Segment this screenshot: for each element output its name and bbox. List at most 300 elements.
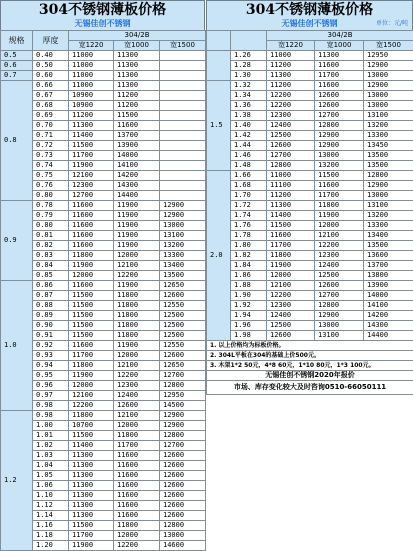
left-brand-label: 无锡佳创不锈钢	[1, 18, 204, 30]
table-row	[1, 81, 206, 91]
price-1500-cell: 13800	[364, 271, 413, 281]
price-1220-cell: 11400	[69, 131, 114, 141]
price-1500-cell: 13900	[364, 281, 413, 291]
unit-label: 单位：元/吨	[376, 18, 408, 30]
price-1000-cell: 14400	[114, 191, 160, 201]
price-1000-cell: 11300	[315, 51, 364, 61]
price-1000-cell: 11500	[315, 171, 364, 181]
price-1000-cell: 11600	[315, 81, 364, 91]
table-row	[207, 321, 413, 331]
price-1500-cell: 12600	[160, 291, 206, 301]
price-1000-cell: 11600	[114, 481, 160, 491]
thickness-cell: 1.05	[33, 471, 69, 481]
price-1000-cell: 12000	[114, 351, 160, 361]
price-1500-cell: 12700	[160, 441, 206, 451]
price-1500-cell: 13000	[160, 531, 206, 541]
thickness-cell: 1.70	[231, 191, 267, 201]
thickness-cell: 1.94	[231, 311, 267, 321]
price-1220-cell: 12400	[267, 121, 315, 131]
price-1000-cell: 11600	[315, 61, 364, 71]
price-1500-cell	[160, 111, 206, 121]
price-1220-cell: 11600	[69, 231, 114, 241]
price-1000-cell: 11300	[114, 81, 160, 91]
price-1500-cell: 12600	[160, 491, 206, 501]
price-1500-cell: 14100	[364, 301, 413, 311]
price-1220-cell: 11700	[267, 241, 315, 251]
thickness-cell: 0.73	[33, 151, 69, 161]
grade-header: 304/2B	[267, 31, 413, 41]
price-1500-cell: 13200	[160, 241, 206, 251]
price-1000-cell: 11600	[114, 471, 160, 481]
price-1220-cell: 12000	[69, 381, 114, 391]
price-1000-cell: 12400	[315, 261, 364, 271]
price-1220-cell: 11000	[267, 171, 315, 181]
thickness-cell: 1.82	[231, 251, 267, 261]
price-1220-cell: 12000	[69, 271, 114, 281]
price-1000-cell: 12100	[114, 411, 160, 421]
price-1220-cell: 11500	[69, 321, 114, 331]
thickness-cell: 1.06	[33, 481, 69, 491]
width-1220-header: 宽1220	[267, 41, 315, 51]
price-1000-cell: 12200	[114, 371, 160, 381]
thickness-cell: 1.30	[231, 71, 267, 81]
thickness-cell: 1.20	[33, 541, 69, 551]
price-1500-cell: 12900	[160, 201, 206, 211]
header-row	[207, 31, 413, 41]
price-1500-cell: 12900	[364, 61, 413, 71]
price-1500-cell: 13000	[364, 191, 413, 201]
note-row	[207, 341, 413, 351]
table-row	[207, 161, 413, 171]
price-1220-cell: 12700	[267, 151, 315, 161]
thickness-cell: 1.90	[231, 291, 267, 301]
price-1500-cell: 12800	[364, 171, 413, 181]
price-1500-cell: 13500	[364, 151, 413, 161]
price-1500-cell: 13000	[364, 71, 413, 81]
thickness-cell: 1.68	[231, 181, 267, 191]
price-1220-cell: 11300	[69, 481, 114, 491]
thickness-cell: 0.68	[33, 101, 69, 111]
price-1000-cell: 13000	[315, 151, 364, 161]
price-1000-cell: 12900	[315, 141, 364, 151]
price-1220-cell: 11800	[69, 411, 114, 421]
thickness-cell: 0.87	[33, 291, 69, 301]
thickness-cell: 0.84	[33, 261, 69, 271]
thickness-cell: 1.42	[231, 131, 267, 141]
price-1220-cell: 12200	[69, 401, 114, 411]
thickness-cell: 1.00	[33, 421, 69, 431]
left-title: 304不锈钢薄板价格	[0, 0, 205, 18]
thickness-cell: 0.85	[33, 271, 69, 281]
price-1000-cell: 12900	[315, 131, 364, 141]
price-1000-cell: 13000	[315, 321, 364, 331]
price-1220-cell: 12500	[267, 321, 315, 331]
price-1500-cell: 13500	[160, 271, 206, 281]
price-1000-cell: 12900	[315, 311, 364, 321]
price-1000-cell: 12600	[315, 101, 364, 111]
price-1000-cell: 11800	[114, 311, 160, 321]
thickness-cell: 0.83	[33, 251, 69, 261]
price-1220-cell: 11400	[267, 211, 315, 221]
thickness-cell: 0.93	[33, 351, 69, 361]
price-1500-cell: 12600	[160, 471, 206, 481]
price-1500-cell: 14000	[364, 291, 413, 301]
price-1000-cell: 11600	[114, 511, 160, 521]
thickness-cell: 0.90	[33, 321, 69, 331]
price-1500-cell	[160, 51, 206, 61]
thickness-cell: 0.92	[33, 341, 69, 351]
price-1500-cell: 13000	[160, 221, 206, 231]
table-row	[1, 61, 206, 71]
price-1500-cell: 13000	[364, 101, 413, 111]
price-1000-cell: 11600	[114, 501, 160, 511]
table-row	[207, 201, 413, 211]
price-1500-cell: 14400	[364, 331, 413, 341]
price-1220-cell: 11300	[267, 71, 315, 81]
price-1000-cell: 11900	[114, 231, 160, 241]
price-1220-cell: 11300	[69, 491, 114, 501]
table-row	[207, 191, 413, 201]
price-1000-cell: 12700	[315, 111, 364, 121]
thickness-cell: 0.88	[33, 301, 69, 311]
price-1220-cell: 11500	[69, 311, 114, 321]
price-1220-cell: 12600	[267, 331, 315, 341]
price-1220-cell: 11300	[69, 461, 114, 471]
table-row	[207, 221, 413, 231]
price-1500-cell: 12500	[160, 311, 206, 321]
thickness-cell: 0.79	[33, 211, 69, 221]
price-1220-cell: 11600	[69, 211, 114, 221]
thickness-cell: 0.71	[33, 131, 69, 141]
table-row	[1, 281, 206, 291]
price-1220-cell: 11900	[267, 261, 315, 271]
right-price-table	[206, 30, 413, 395]
thickness-cell: 1.10	[33, 491, 69, 501]
note-row	[207, 351, 413, 361]
thickness-cell: 1.34	[231, 91, 267, 101]
price-1220-cell: 11300	[69, 121, 114, 131]
price-1500-cell: 12950	[364, 51, 413, 61]
price-1500-cell: 13400	[364, 231, 413, 241]
price-1500-cell: 14600	[160, 541, 206, 551]
price-1000-cell: 13100	[315, 331, 364, 341]
price-1500-cell: 13100	[364, 201, 413, 211]
price-1000-cell: 11900	[315, 211, 364, 221]
thickness-cell: 1.84	[231, 261, 267, 271]
price-1220-cell: 11000	[267, 51, 315, 61]
price-1220-cell: 12100	[267, 281, 315, 291]
thickness-cell: 1.44	[231, 141, 267, 151]
thickness-cell: 1.04	[33, 461, 69, 471]
thickness-cell: 0.50	[33, 61, 69, 71]
price-1000-cell: 12600	[315, 281, 364, 291]
table-row	[1, 411, 206, 421]
price-1220-cell: 11700	[69, 351, 114, 361]
price-1220-cell: 11300	[69, 511, 114, 521]
price-1220-cell: 11600	[69, 221, 114, 231]
price-1220-cell: 11500	[69, 301, 114, 311]
thickness-cell: 0.86	[33, 281, 69, 291]
spec-cell: 0.6	[1, 61, 33, 71]
price-1220-cell: 11500	[69, 291, 114, 301]
price-1000-cell: 11600	[315, 181, 364, 191]
price-1220-cell: 11800	[267, 251, 315, 261]
price-1500-cell	[160, 91, 206, 101]
price-1500-cell: 13500	[364, 241, 413, 251]
thickness-cell: 0.60	[33, 71, 69, 81]
price-1220-cell: 11200	[69, 111, 114, 121]
price-1000-cell: 12200	[315, 241, 364, 251]
price-1220-cell: 12200	[267, 91, 315, 101]
table-row	[1, 51, 206, 61]
price-1220-cell: 12800	[267, 161, 315, 171]
ad-row	[207, 371, 413, 381]
thickness-cell: 1.98	[231, 331, 267, 341]
table-row	[207, 71, 413, 81]
price-1000-cell: 12000	[114, 531, 160, 541]
table-row	[207, 211, 413, 221]
price-1500-cell	[160, 81, 206, 91]
spec-cell: 0.7	[1, 71, 33, 81]
note-cell: 2. 304L平板在304的基础上价500元。	[207, 351, 413, 361]
price-1500-cell: 12600	[160, 481, 206, 491]
price-1500-cell: 14200	[364, 311, 413, 321]
price-1220-cell: 12300	[267, 111, 315, 121]
spec-cell: 0.5	[1, 51, 33, 61]
thickness-cell: 1.78	[231, 231, 267, 241]
price-1500-cell: 12700	[160, 371, 206, 381]
thickness-cell: 1.18	[33, 531, 69, 541]
price-1000-cell: 11900	[114, 281, 160, 291]
price-1500-cell	[160, 151, 206, 161]
thickness-cell: 1.02	[33, 441, 69, 451]
price-1000-cell: 12200	[114, 541, 160, 551]
note-cell: 3. 木架1*2 50元，4*8 60元，1*10 80元，1*3 100元。	[207, 361, 413, 371]
price-1500-cell	[160, 61, 206, 71]
thickness-cell: 0.98	[33, 401, 69, 411]
price-1000-cell: 11200	[114, 101, 160, 111]
price-1000-cell: 11600	[114, 451, 160, 461]
price-1220-cell: 11500	[69, 331, 114, 341]
thickness-cell: 0.78	[33, 201, 69, 211]
price-1220-cell: 11700	[69, 531, 114, 541]
right-brand-label: 无锡佳创不锈钢	[207, 18, 412, 30]
price-1500-cell: 12950	[160, 391, 206, 401]
price-1220-cell: 11200	[267, 81, 315, 91]
spec-cell: 0.9	[1, 201, 33, 281]
price-1220-cell: 11900	[69, 161, 114, 171]
thickness-cell: 1.12	[33, 501, 69, 511]
spec-header: 规格	[1, 31, 33, 51]
thickness-cell: 1.03	[33, 451, 69, 461]
price-1500-cell	[160, 141, 206, 151]
right-brand-bar	[206, 18, 413, 30]
price-1500-cell	[160, 171, 206, 181]
price-1500-cell: 12500	[160, 321, 206, 331]
price-1000-cell: 11800	[114, 301, 160, 311]
price-1500-cell: 13600	[364, 251, 413, 261]
price-1500-cell	[160, 121, 206, 131]
thickness-cell: 1.92	[231, 301, 267, 311]
price-1220-cell: 12000	[267, 271, 315, 281]
price-1220-cell: 12500	[267, 131, 315, 141]
left-price-panel	[0, 0, 205, 551]
price-1220-cell: 11600	[69, 281, 114, 291]
ad-contact: 市场、库存变化较大及时咨询0510-66050111	[207, 381, 413, 395]
right-price-panel	[206, 0, 413, 395]
price-1500-cell: 12650	[160, 281, 206, 291]
price-1220-cell: 11800	[69, 251, 114, 261]
table-row	[207, 291, 413, 301]
grade-header: 304/2B	[69, 31, 206, 41]
price-1500-cell	[160, 161, 206, 171]
table-row	[207, 241, 413, 251]
thickness-cell: 1.16	[33, 521, 69, 531]
price-1000-cell: 11700	[315, 71, 364, 81]
thickness-cell: 1.14	[33, 511, 69, 521]
thickness-cell: 1.40	[231, 121, 267, 131]
price-1500-cell: 12600	[160, 351, 206, 361]
price-1220-cell: 10900	[69, 91, 114, 101]
price-1000-cell: 11900	[114, 241, 160, 251]
left-brand-bar	[0, 18, 205, 30]
price-1220-cell: 11300	[69, 451, 114, 461]
price-1000-cell: 12800	[315, 301, 364, 311]
price-1500-cell: 12900	[160, 211, 206, 221]
price-1220-cell: 11500	[69, 431, 114, 441]
table-row	[207, 131, 413, 141]
price-1000-cell: 12100	[114, 361, 160, 371]
thickness-cell: 1.26	[231, 51, 267, 61]
price-1000-cell: 11800	[114, 291, 160, 301]
price-1220-cell: 11500	[69, 521, 114, 531]
price-1220-cell: 11600	[69, 241, 114, 251]
header-row	[1, 31, 206, 41]
price-1000-cell: 11800	[315, 201, 364, 211]
price-1220-cell: 11700	[69, 151, 114, 161]
price-1500-cell: 13200	[364, 121, 413, 131]
ad-title: 无锡佳创不锈钢2020年报价	[207, 371, 413, 381]
price-1220-cell: 10900	[69, 101, 114, 111]
table-row	[207, 141, 413, 151]
price-1000-cell: 11600	[114, 491, 160, 501]
table-row	[207, 231, 413, 241]
spec-cell: 0.8	[1, 81, 33, 201]
price-1220-cell: 11000	[69, 71, 114, 81]
price-1500-cell: 13200	[364, 211, 413, 221]
width-1000-header: 宽1000	[114, 41, 160, 51]
price-1220-cell: 11800	[69, 361, 114, 371]
price-1220-cell: 11100	[267, 181, 315, 191]
thickness-cell: 1.28	[231, 61, 267, 71]
table-row	[207, 121, 413, 131]
price-1220-cell: 12300	[69, 181, 114, 191]
thickness-cell: 0.74	[33, 161, 69, 171]
thickness-cell: 1.01	[33, 431, 69, 441]
price-1000-cell: 11700	[315, 191, 364, 201]
price-1220-cell: 12300	[267, 301, 315, 311]
price-1500-cell: 13100	[364, 111, 413, 121]
price-1220-cell: 12100	[69, 171, 114, 181]
price-1000-cell: 12200	[114, 271, 160, 281]
table-row	[207, 91, 413, 101]
price-1500-cell: 13300	[364, 131, 413, 141]
price-1000-cell: 12600	[315, 91, 364, 101]
thickness-cell: 0.40	[33, 51, 69, 61]
table-row	[207, 281, 413, 291]
thickness-cell: 0.80	[33, 221, 69, 231]
price-1220-cell: 12400	[267, 311, 315, 321]
price-1220-cell: 11500	[69, 141, 114, 151]
price-1220-cell: 11200	[267, 191, 315, 201]
price-1000-cell: 12100	[315, 231, 364, 241]
price-1220-cell: 10700	[69, 421, 114, 431]
price-1220-cell: 11500	[267, 221, 315, 231]
price-1500-cell: 14300	[364, 321, 413, 331]
price-1500-cell: 12800	[160, 521, 206, 531]
table-row	[207, 171, 413, 181]
price-1220-cell: 12200	[267, 101, 315, 111]
price-1000-cell: 11800	[114, 431, 160, 441]
price-1000-cell: 11900	[114, 221, 160, 231]
price-1220-cell: 11600	[69, 341, 114, 351]
note-row	[207, 361, 413, 371]
price-1000-cell: 12600	[114, 401, 160, 411]
price-1500-cell: 13100	[160, 231, 206, 241]
price-1000-cell: 11300	[114, 61, 160, 71]
thickness-header	[231, 31, 267, 51]
price-1000-cell: 12000	[114, 421, 160, 431]
table-row	[207, 151, 413, 161]
price-1000-cell: 13200	[315, 161, 364, 171]
price-1220-cell: 11300	[69, 471, 114, 481]
table-row	[207, 51, 413, 61]
price-1500-cell: 12650	[160, 361, 206, 371]
price-1220-cell: 11300	[69, 501, 114, 511]
price-1500-cell: 12800	[160, 431, 206, 441]
table-row	[207, 181, 413, 191]
spec-header	[207, 31, 231, 51]
price-1220-cell: 11600	[69, 201, 114, 211]
thickness-cell: 1.88	[231, 281, 267, 291]
price-1000-cell: 11600	[114, 121, 160, 131]
left-price-table	[0, 30, 206, 551]
table-row	[207, 271, 413, 281]
price-1000-cell: 14100	[114, 161, 160, 171]
price-1500-cell: 12900	[364, 81, 413, 91]
spec-cell	[207, 51, 231, 81]
price-1500-cell	[160, 101, 206, 111]
price-1220-cell: 11900	[69, 371, 114, 381]
price-1500-cell: 12800	[160, 381, 206, 391]
thickness-header: 厚度	[33, 31, 69, 51]
price-1000-cell: 12800	[315, 121, 364, 131]
price-1220-cell: 11600	[267, 231, 315, 241]
price-1000-cell: 12000	[315, 221, 364, 231]
price-1000-cell: 12700	[315, 291, 364, 301]
price-1000-cell: 14300	[114, 181, 160, 191]
price-1500-cell	[160, 131, 206, 141]
price-1220-cell: 11000	[69, 81, 114, 91]
price-1500-cell: 12600	[160, 511, 206, 521]
price-1220-cell: 11400	[69, 441, 114, 451]
price-1500-cell: 12600	[160, 461, 206, 471]
width-1500-header: 宽1500	[364, 41, 413, 51]
thickness-cell: 0.94	[33, 361, 69, 371]
thickness-cell: 0.82	[33, 241, 69, 251]
price-1220-cell: 11900	[69, 261, 114, 271]
thickness-cell: 0.91	[33, 331, 69, 341]
